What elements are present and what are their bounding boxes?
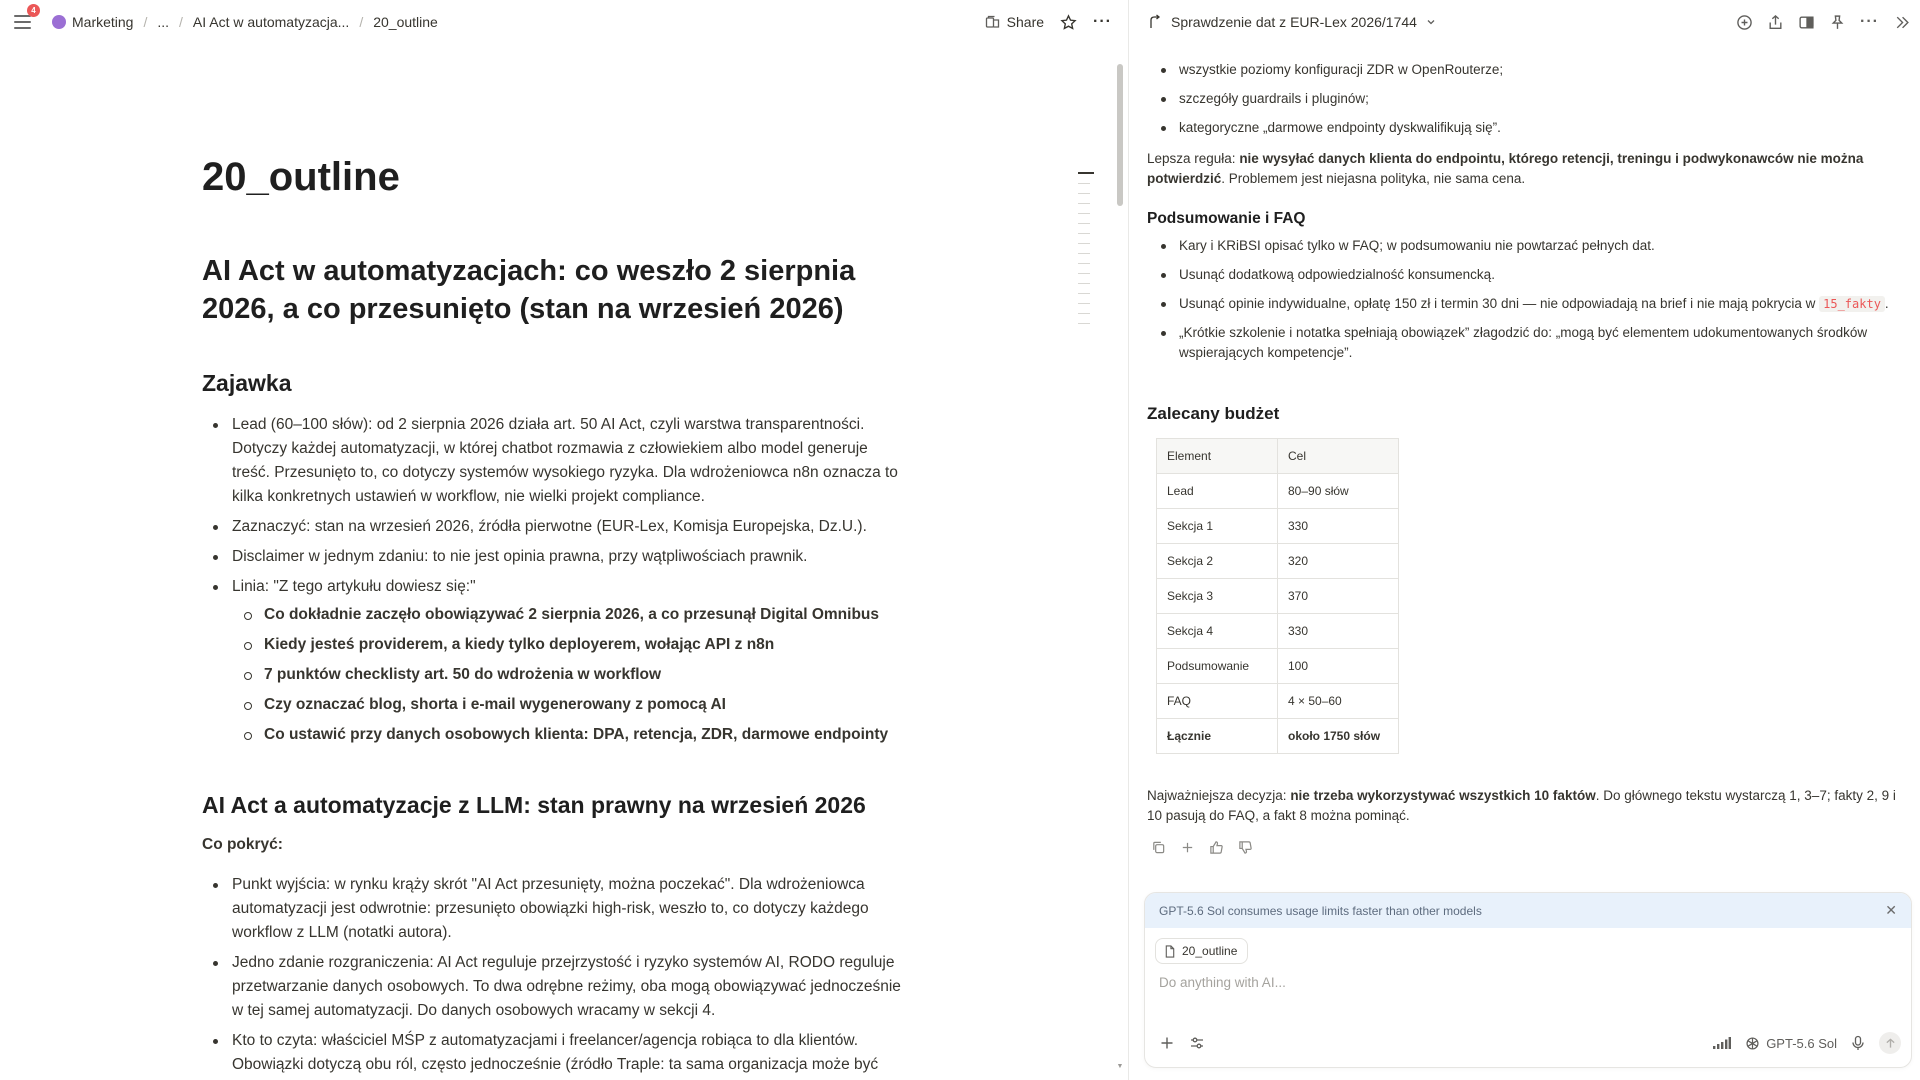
rule-bold: nie wysyłać danych klienta do endpointu, którego retencji, treningu i podwykonawców nie można potwierdzić — [1147, 151, 1864, 186]
attach-plus-icon[interactable] — [1159, 1035, 1175, 1051]
model-selector[interactable] — [1745, 1036, 1837, 1051]
zajawka-list — [202, 413, 902, 753]
table-cell: Podsumowanie — [1157, 649, 1278, 684]
usage-notice — [1145, 893, 1911, 928]
list-item-text: Usunąć opinie indywidualne, opłatę 150 zł i termin 30 dni — nie odpowiadają na brief i nie mają pokrycia w — [1179, 296, 1820, 311]
nested-list — [232, 603, 902, 747]
close-icon[interactable]: ✕ — [1885, 902, 1897, 918]
table-row — [1157, 579, 1399, 614]
plus-icon[interactable] — [1180, 840, 1195, 855]
context-chip-label: 20_outline — [1182, 944, 1238, 958]
article-heading: AI Act w automatyzacjach: co weszło 2 sierpnia 2026, a co przesunięto (stan na wrzesień 2026) — [202, 255, 856, 325]
notification-badge: 4 — [27, 4, 40, 17]
list-item — [1147, 294, 1897, 314]
send-button[interactable] — [1879, 1032, 1901, 1054]
table-cell: Sekcja 3 — [1157, 579, 1278, 614]
breadcrumb-current[interactable]: 20_outline — [373, 14, 438, 30]
section2-list — [202, 873, 902, 1080]
thumbs-down-icon[interactable] — [1238, 840, 1253, 855]
new-chat-icon[interactable] — [1736, 14, 1753, 31]
list-item: „Krótkie szkolenie i notatka spełniają obowiązek” złagodzić do: „mogą być elementem udokumentowanych środków wspierających kompetencje”. — [1147, 323, 1897, 363]
breadcrumb-separator: / — [143, 14, 148, 30]
table-cell: FAQ — [1157, 684, 1278, 719]
decision-suffix: . Do głównego tekstu wystarczą 1, 3–7; fakty 2, 9 i 10 pasują do FAQ, a fakt 8 można pominąć. — [1147, 788, 1896, 823]
pin-icon[interactable] — [1829, 14, 1846, 31]
chat-rule-paragraph — [1147, 149, 1897, 189]
rule-prefix: Lepsza reguła: — [1147, 151, 1240, 166]
thumbs-up-icon[interactable] — [1209, 840, 1224, 855]
list-item: Disclaimer w jednym zdaniu: to nie jest opinia prawna, przy wątpliwościach prawnik. — [202, 545, 902, 569]
page-actions — [985, 0, 1112, 44]
export-icon[interactable] — [1767, 14, 1784, 31]
breadcrumb-separator: / — [179, 14, 183, 30]
decision-bold: nie trzeba wykorzystywać wszystkich 10 faktów — [1290, 788, 1596, 803]
chat-header-actions — [1736, 0, 1910, 44]
chat-branch-icon — [1147, 14, 1163, 30]
context-chip[interactable] — [1155, 938, 1248, 964]
table-cell: Sekcja 1 — [1157, 509, 1278, 544]
workspace-icon — [52, 15, 66, 29]
table-header-cell: Element — [1157, 439, 1278, 474]
table-cell: Łącznie — [1157, 719, 1278, 754]
composer-toolbar — [1159, 1031, 1901, 1055]
summary-heading: Podsumowanie i FAQ — [1147, 210, 1306, 227]
nested-list-item: 7 punktów checklisty art. 50 do wdrożenia w workflow — [232, 663, 902, 687]
ai-chat-panel — [1129, 0, 1920, 1080]
page-share-icon — [985, 14, 1001, 30]
composer-left-actions — [1159, 1035, 1205, 1051]
list-item-text: Linia: "Z tego artykułu dowiesz się:" — [232, 578, 476, 595]
table-row — [1157, 614, 1399, 649]
sliders-icon[interactable] — [1189, 1035, 1205, 1051]
decision-prefix: Najważniejsza decyzja: — [1147, 788, 1291, 803]
decision-paragraph — [1147, 786, 1897, 826]
microphone-icon[interactable] — [1851, 1035, 1865, 1051]
table-cell: 100 — [1278, 649, 1399, 684]
table-cell: 80–90 słów — [1278, 474, 1399, 509]
top-bar — [0, 0, 1128, 44]
nested-list-item: Co ustawić przy danych osobowych klienta: DPA, retencja, ZDR, darmowe endpointy — [232, 723, 902, 747]
list-item: szczegóły guardrails i pluginów; — [1147, 89, 1897, 109]
breadcrumb-ellipsis[interactable]: ... — [157, 14, 170, 30]
list-item: Jedno zdanie rozgraniczenia: AI Act reguluje przejrzystość i ryzyko systemów AI, RODO reguluje przetwarzanie danych osobowych. To dwa odrębne reżimy, oba mogą obowiązywać jednocześnie w tej samej automatyzacji. Do danych osobowych wracamy w sekcji 4. — [202, 951, 902, 1023]
model-label: GPT-5.6 Sol — [1766, 1035, 1837, 1051]
budget-heading: Zalecany budżet — [1147, 404, 1280, 423]
share-button[interactable] — [985, 14, 1044, 30]
collapse-icon[interactable] — [1893, 14, 1910, 31]
chat-header — [1129, 0, 1920, 44]
table-cell: 4 × 50–60 — [1278, 684, 1399, 719]
editor-scrollbar[interactable] — [1116, 60, 1124, 1070]
more-icon[interactable]: ··· — [1860, 13, 1879, 30]
section-heading-zajawka: Zajawka — [202, 370, 292, 396]
list-item: kategoryczne „darmowe endpointy dyskwalifikują się”. — [1147, 118, 1897, 138]
table-cell: Sekcja 4 — [1157, 614, 1278, 649]
breadcrumb-separator: / — [359, 14, 364, 30]
breadcrumb — [48, 12, 442, 32]
table-cell: Sekcja 2 — [1157, 544, 1278, 579]
chat-top-bullets — [1147, 60, 1897, 147]
send-icon — [1885, 1038, 1896, 1049]
list-item: Kary i KRiBSI opisać tylko w FAQ; w podsumowaniu nie powtarzać pełnych dat. — [1147, 236, 1897, 256]
breadcrumb-workspace[interactable] — [48, 12, 137, 32]
list-item: Kto to czyta: właściciel MŚP z automatyzacjami i freelancer/agencja robiąca to dla klientów. Obowiązki dotyczą obu ról, często jednocześnie (źródło Traple: ta sama organizacja może być — [202, 1029, 902, 1077]
budget-table — [1156, 438, 1399, 754]
message-actions — [1151, 840, 1253, 855]
nested-list-item: Co dokładnie zaczęło obowiązywać 2 sierpnia 2026, a co przesunął Digital Omnibus — [232, 603, 902, 627]
rule-suffix: . Problemem jest niejasna polityka, nie sama cena. — [1221, 171, 1526, 186]
inline-code: 15_fakty — [1819, 296, 1885, 312]
table-total-row — [1157, 719, 1399, 754]
more-icon[interactable]: ··· — [1093, 13, 1112, 30]
table-cell: Lead — [1157, 474, 1278, 509]
share-label: Share — [1006, 14, 1045, 30]
document-icon — [1164, 945, 1176, 958]
page-title: 20_outline — [202, 155, 400, 199]
sidebar-toggle-icon[interactable] — [1798, 14, 1815, 31]
nested-list-item: Kiedy jesteś providerem, a kiedy tylko deployerem, wołając API z n8n — [232, 633, 902, 657]
list-item-end: . — [1884, 296, 1889, 311]
chevron-down-icon — [1425, 16, 1437, 28]
section-heading-stan-prawny: AI Act a automatyzacje z LLM: stan prawny na wrzesień 2026 — [202, 792, 866, 818]
menu-icon[interactable] — [14, 6, 36, 33]
copy-icon[interactable] — [1151, 840, 1166, 855]
table-row — [1157, 509, 1399, 544]
breadcrumb-parent[interactable]: AI Act w automatyzacja... — [192, 14, 350, 30]
list-item: Lead (60–100 słów): od 2 sierpnia 2026 działa art. 50 AI Act, czyli warstwa transparentności. Dotyczy każdej automatyzacji, w której chatbot rozmawia z człowiekiem albo model generuje treść. Przesunięto to, co dotyczy systemów wysokiego ryzyka. Dla wdrożeniowca n8n oznacza to kilka konkretnych ustawień w workflow, nie wielki projekt compliance. — [202, 413, 902, 509]
model-icon — [1745, 1036, 1760, 1051]
table-cell: około 1750 słów — [1278, 719, 1399, 754]
table-row — [1157, 544, 1399, 579]
table-of-contents-minimap[interactable] — [1078, 172, 1094, 333]
table-cell: 320 — [1278, 544, 1399, 579]
list-item: Punkt wyjścia: w rynku krąży skrót "AI Act przesunięty, można poczekać". Dla wdrożeniowca automatyzacji jest odwrotnie: przesunięto obowiązki high-risk, weszło to, co dotyczy każdego workflow z LLM (notatki autora). — [202, 873, 902, 945]
signal-icon[interactable] — [1713, 1037, 1731, 1049]
usage-notice-text: GPT-5.6 Sol consumes usage limits faster than other models — [1159, 903, 1482, 918]
cover-label: Co pokryć: — [202, 836, 283, 853]
ai-prompt-input[interactable] — [1159, 975, 1879, 990]
table-row — [1157, 684, 1399, 719]
list-item: Usunąć dodatkową odpowiedzialność konsumencką. — [1147, 265, 1897, 285]
scrollbar-thumb[interactable] — [1117, 64, 1123, 206]
nested-list-item: Czy oznaczać blog, shorta i e-mail wygenerowany z pomocą AI — [232, 693, 902, 717]
chat-composer — [1144, 892, 1912, 1068]
breadcrumb-workspace-label: Marketing — [72, 14, 134, 30]
composer-right-actions — [1713, 1032, 1901, 1054]
table-cell: 330 — [1278, 614, 1399, 649]
table-header-row — [1157, 439, 1399, 474]
table-row — [1157, 649, 1399, 684]
list-item: Zaznaczyć: stan na wrzesień 2026, źródła pierwotne (EUR-Lex, Komisja Europejska, Dz.U.). — [202, 515, 902, 539]
chat-title: Sprawdzenie dat z EUR-Lex 2026/1744 — [1171, 14, 1417, 30]
table-cell: 330 — [1278, 509, 1399, 544]
table-row — [1157, 474, 1399, 509]
star-icon[interactable] — [1060, 14, 1077, 31]
chat-title-dropdown[interactable] — [1147, 14, 1437, 30]
list-item: wszystkie poziomy konfiguracji ZDR w OpenRouterze; — [1147, 60, 1897, 80]
list-item — [202, 575, 902, 747]
table-header-cell: Cel — [1278, 439, 1399, 474]
table-cell: 370 — [1278, 579, 1399, 614]
scroll-down-arrow[interactable]: ▼ — [1116, 1063, 1124, 1070]
summary-bullets — [1147, 236, 1897, 372]
